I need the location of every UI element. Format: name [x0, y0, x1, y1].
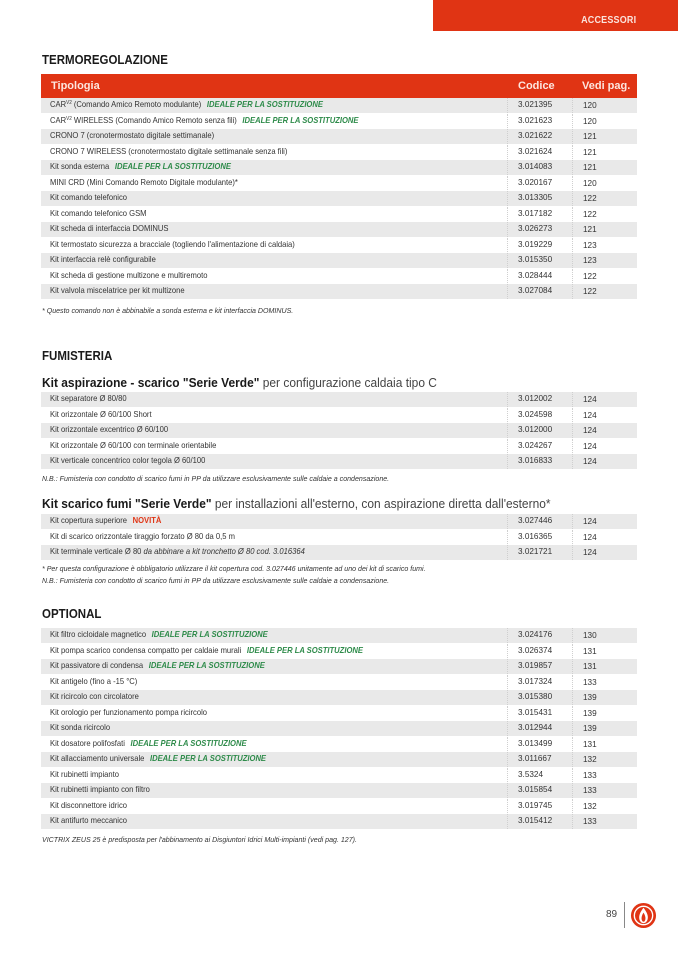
row-description: [50, 739, 247, 748]
table-row: [41, 799, 637, 815]
column-divider: [507, 628, 508, 643]
table-row: [41, 721, 637, 737]
column-divider: [572, 408, 573, 423]
row-description: [50, 209, 147, 218]
row-description: [50, 646, 363, 655]
item-name: Kit pompa scarico condensa compatto per caldaie murali: [50, 645, 242, 655]
table-row: [41, 530, 637, 546]
table-row: [41, 269, 637, 285]
table-row: [41, 238, 637, 254]
item-code: 3.013499: [518, 738, 553, 748]
column-divider: [507, 814, 508, 829]
item-page-ref: 139: [583, 708, 597, 718]
item-code: 3.012944: [518, 723, 553, 732]
column-divider: [572, 176, 573, 191]
item-page-ref: 130: [583, 631, 597, 640]
fumisteria-group2-table: [41, 514, 637, 561]
item-page-ref: 139: [583, 693, 597, 702]
row-description: [50, 630, 268, 639]
column-divider: [572, 644, 573, 659]
column-divider: [507, 675, 508, 690]
row-description: [50, 677, 137, 686]
item-name: Kit filtro cicloidale magnetico: [50, 630, 147, 639]
item-page-ref: 122: [583, 209, 597, 219]
column-divider: [572, 269, 573, 284]
group-title-light: per installazioni all'esterno, con aspirazione diretta dall'esterno*: [211, 496, 551, 511]
item-page-ref: 133: [583, 817, 597, 826]
item-code: 3.028444: [518, 270, 553, 280]
column-divider: [572, 439, 573, 454]
item-code: 3.024598: [518, 409, 553, 419]
column-divider: [507, 145, 508, 160]
column-divider: [572, 737, 573, 752]
column-divider: [507, 284, 508, 299]
column-divider: [507, 160, 508, 175]
item-code: 3.026374: [518, 645, 553, 655]
item-page-ref: 131: [583, 662, 597, 671]
table-row: [41, 768, 637, 784]
table-row: [41, 628, 637, 644]
item-page-ref: 132: [583, 755, 597, 764]
row-description: [50, 394, 127, 403]
optional-table: [41, 628, 637, 830]
item-name: Kit orizzontale Ø 60/100 Short: [50, 409, 152, 419]
table-row: [41, 191, 637, 207]
item-code: 3.026273: [518, 224, 553, 233]
item-name-rest: (Comando Amico Remoto modulante): [71, 100, 202, 109]
column-divider: [572, 238, 573, 253]
item-code: 3.011667: [518, 754, 552, 763]
column-divider: [507, 408, 508, 423]
column-divider: [572, 768, 573, 783]
item-page-ref: 124: [583, 548, 597, 557]
fumisteria-group1-title: [42, 375, 437, 390]
ideal-replacement-badge: IDEALE PER LA SOSTITUZIONE: [206, 100, 323, 109]
column-divider: [572, 659, 573, 674]
item-page-ref: 133: [583, 677, 597, 687]
row-description: [50, 692, 139, 701]
column-divider: [507, 514, 508, 529]
column-divider: [507, 721, 508, 736]
table-row: [41, 454, 637, 470]
column-divider: [507, 238, 508, 253]
column-divider: [572, 799, 573, 814]
column-divider: [507, 545, 508, 560]
row-description: [50, 286, 185, 295]
column-divider: [507, 423, 508, 438]
optional-note: VICTRIX ZEUS 25 è predisposta per l'abbinamento ai Disgiuntori Idrici Multi-impianti (vedi pag. 127).: [42, 835, 357, 844]
flame-logo-icon: [630, 902, 657, 929]
fumisteria-group2-note1: * Per questa configurazione è obbligatorio utilizzare il kit copertura cod. 3.027446 unitamente ad uno dei kit di scarico fumi.: [42, 564, 426, 573]
row-description: [50, 785, 150, 794]
item-name: Kit scheda di gestione multizone e multiremoto: [50, 270, 208, 280]
item-page-ref: 131: [583, 739, 597, 749]
row-description: [50, 532, 235, 541]
table-row: [41, 659, 637, 675]
item-page-ref: 123: [583, 256, 597, 265]
row-description: [50, 178, 238, 187]
item-code: 3.015412: [518, 816, 553, 825]
item-name: Kit interfaccia relè configurabile: [50, 255, 156, 264]
item-code: 3.017324: [518, 676, 553, 686]
item-code: 3.015380: [518, 692, 553, 701]
row-description: [50, 547, 305, 556]
item-name: CRONO 7 (cronotermostato digitale settimanale): [50, 131, 215, 140]
new-badge: NOVITÀ: [132, 516, 162, 525]
fumisteria-group1-table: [41, 392, 637, 470]
item-code: 3.027446: [518, 516, 553, 525]
column-divider: [572, 783, 573, 798]
row-description: [50, 271, 207, 280]
item-code: 3.014083: [518, 162, 553, 171]
item-code: 3.021395: [518, 100, 553, 109]
item-page-ref: 121: [583, 163, 597, 172]
table-row: [41, 207, 637, 223]
item-page-ref: 120: [583, 101, 597, 110]
item-page-ref: 120: [583, 178, 597, 188]
item-name: Kit comando telefonico GSM: [50, 208, 147, 218]
item-name: Kit sonda ricircolo: [50, 723, 111, 732]
column-divider: [507, 207, 508, 222]
table-row: [41, 545, 637, 561]
item-code: 3.021721: [518, 547, 553, 556]
item-name: Kit rubinetti impianto: [50, 769, 119, 779]
item-name: Kit comando telefonico: [50, 193, 128, 202]
item-name: Kit allacciamento universale: [50, 754, 145, 763]
page-number: 89: [606, 909, 618, 920]
item-code: 3.019745: [518, 800, 553, 810]
item-name: MINI CRD (Mini Comando Remoto Digitale modulante)*: [50, 177, 238, 187]
item-name: Kit scheda di interfaccia DOMINUS: [50, 224, 169, 233]
item-code: 3.021622: [518, 131, 553, 140]
column-divider: [572, 392, 573, 407]
table-row: [41, 176, 637, 192]
column-divider: [572, 814, 573, 829]
column-divider: [507, 176, 508, 191]
column-divider: [507, 799, 508, 814]
item-name: Kit separatore Ø 80/80: [50, 394, 127, 403]
termoregolazione-table: [41, 74, 637, 300]
column-header-code: Codice: [518, 80, 555, 92]
table-row: [41, 160, 637, 176]
column-divider: [507, 191, 508, 206]
item-page-ref: 121: [583, 225, 597, 234]
column-divider: [572, 706, 573, 721]
column-divider: [572, 98, 573, 113]
fumisteria-group2-note2: N.B.: Fumisteria con condotto di scarico fumi in PP da utilizzare esclusivamente sulle caldaie a condensazione.: [42, 576, 390, 585]
item-name: CAR: [50, 100, 67, 109]
column-divider: [507, 737, 508, 752]
table-row: [41, 129, 637, 145]
row-description: [50, 255, 156, 264]
section-label: ACCESSORI: [580, 15, 636, 26]
table-row: [41, 145, 637, 161]
item-page-ref: 123: [583, 240, 597, 250]
column-divider: [507, 783, 508, 798]
ideal-replacement-badge: IDEALE PER LA SOSTITUZIONE: [246, 645, 363, 655]
item-code: 3.013305: [518, 193, 553, 202]
table-row: [41, 706, 637, 722]
table-row: [41, 114, 637, 130]
ideal-replacement-badge: IDEALE PER LA SOSTITUZIONE: [149, 754, 267, 763]
table-row: [41, 423, 637, 439]
row-description: [50, 441, 216, 450]
row-description: [50, 754, 266, 763]
item-name: Kit orizzontale Ø 60/100 con terminale orientabile: [50, 440, 217, 450]
row-description: [50, 770, 119, 779]
table-row: [41, 284, 637, 300]
item-name: Kit termostato sicurezza a bracciale (togliendo l'alimentazione di caldaia): [50, 239, 295, 249]
item-name: Kit orologio per funzionamento pompa ricircolo: [50, 707, 208, 717]
row-description: [50, 801, 127, 810]
item-name: Kit disconnettore idrico: [50, 800, 128, 810]
ideal-replacement-badge: IDEALE PER LA SOSTITUZIONE: [114, 162, 231, 171]
column-divider: [507, 690, 508, 705]
row-description: [50, 147, 287, 156]
column-divider: [507, 439, 508, 454]
item-page-ref: 121: [583, 132, 597, 141]
column-divider: [507, 253, 508, 268]
item-name: CAR: [50, 115, 67, 125]
row-description: [50, 193, 127, 202]
item-name: Kit passivatore di condensa: [50, 661, 144, 670]
table-row: [41, 675, 637, 691]
row-description: [50, 708, 207, 717]
fumisteria-title: FUMISTERIA: [42, 349, 113, 363]
column-divider: [572, 690, 573, 705]
item-page-ref: 133: [583, 770, 597, 780]
item-code: 3.016833: [518, 456, 553, 465]
ideal-replacement-badge: IDEALE PER LA SOSTITUZIONE: [151, 630, 268, 639]
item-code: 3.015431: [518, 707, 553, 717]
item-name: Kit di scarico orizzontale tiraggio forzato Ø 80 da 0,5 m: [50, 531, 235, 541]
section-banner: [433, 0, 678, 31]
column-divider: [507, 114, 508, 129]
item-page-ref: 124: [583, 532, 597, 542]
table-row: [41, 644, 637, 660]
column-divider: [507, 644, 508, 659]
item-page-ref: 121: [583, 147, 597, 157]
row-description: [50, 410, 152, 419]
ideal-replacement-badge: IDEALE PER LA SOSTITUZIONE: [242, 115, 359, 125]
column-divider: [507, 269, 508, 284]
table-row: [41, 514, 637, 530]
item-code: 3.012000: [518, 425, 553, 434]
item-name: Kit sonda esterna: [50, 162, 110, 171]
item-name: Kit valvola miscelatrice per kit multizone: [50, 286, 185, 295]
column-divider: [507, 752, 508, 767]
optional-title: OPTIONAL: [42, 607, 102, 621]
column-divider: [572, 253, 573, 268]
column-divider: [572, 207, 573, 222]
column-divider: [507, 454, 508, 469]
column-header-type: Tipologia: [51, 80, 100, 92]
item-note-italic: da abbinare a kit tronchetto Ø 80 cod. 3.016364: [141, 547, 305, 556]
item-code: 3.017182: [518, 208, 553, 218]
item-code: 3.021623: [518, 115, 553, 125]
table-row: [41, 752, 637, 768]
item-page-ref: 124: [583, 441, 597, 451]
table-row: [41, 783, 637, 799]
item-superscript: V2: [66, 115, 72, 122]
item-code: 3.019857: [518, 661, 553, 670]
footer-divider: [624, 902, 625, 928]
column-divider: [572, 530, 573, 545]
column-divider: [507, 392, 508, 407]
ideal-replacement-badge: IDEALE PER LA SOSTITUZIONE: [130, 738, 247, 748]
row-description: [50, 224, 168, 233]
item-code: 3.021624: [518, 146, 553, 156]
item-name: Kit antigelo (fino a -15 °C): [50, 676, 138, 686]
row-description: [50, 116, 358, 125]
table-row: [41, 814, 637, 830]
item-name: Kit verticale concentrico color tegola Ø 60/100: [50, 456, 206, 465]
item-page-ref: 124: [583, 517, 597, 526]
item-code: 3.016365: [518, 531, 553, 541]
item-code: 3.024267: [518, 440, 553, 450]
column-divider: [572, 129, 573, 144]
item-code: 3.020167: [518, 177, 553, 187]
item-page-ref: 122: [583, 287, 597, 296]
column-divider: [572, 752, 573, 767]
fumisteria-group1-note: N.B.: Fumisteria con condotto di scarico fumi in PP da utilizzare esclusivamente sulle caldaie a condensazione.: [42, 474, 390, 483]
group-title-bold: Kit aspirazione - scarico "Serie Verde": [42, 375, 260, 390]
column-divider: [507, 129, 508, 144]
item-name: Kit antifurto meccanico: [50, 816, 128, 825]
row-description: [50, 816, 127, 825]
column-divider: [572, 721, 573, 736]
column-divider: [572, 545, 573, 560]
item-page-ref: 124: [583, 457, 597, 466]
row-description: [50, 240, 295, 249]
column-divider: [572, 675, 573, 690]
table-row: [41, 222, 637, 238]
column-divider: [572, 222, 573, 237]
table-row: [41, 98, 637, 114]
item-code: 3.019229: [518, 239, 553, 249]
item-page-ref: 139: [583, 724, 597, 733]
row-description: [50, 162, 231, 171]
item-name: Kit orizzontale excentrico Ø 60/100: [50, 425, 169, 434]
column-divider: [507, 706, 508, 721]
column-divider: [507, 98, 508, 113]
column-divider: [572, 628, 573, 643]
item-page-ref: 122: [583, 194, 597, 203]
item-name: Kit ricircolo con circolatore: [50, 692, 139, 701]
column-divider: [572, 160, 573, 175]
column-divider: [507, 222, 508, 237]
row-description: [50, 456, 205, 465]
group-title-bold: Kit scarico fumi "Serie Verde": [42, 496, 212, 511]
column-divider: [572, 454, 573, 469]
item-name: Kit rubinetti impianto con filtro: [50, 785, 150, 794]
item-page-ref: 120: [583, 116, 597, 126]
row-description: [50, 661, 265, 670]
table-row: [41, 439, 637, 455]
item-name: CRONO 7 WIRELESS (cronotermostato digitale settimanale senza fili): [50, 146, 288, 156]
item-name: Kit terminale verticale Ø 80: [50, 547, 142, 556]
column-divider: [572, 114, 573, 129]
column-divider: [572, 284, 573, 299]
item-code: 3.015854: [518, 785, 553, 794]
item-code: 3.015350: [518, 255, 553, 264]
item-code: 3.024176: [518, 630, 553, 639]
column-divider: [572, 514, 573, 529]
row-description: [50, 516, 161, 525]
column-header-page: Vedi pag.: [582, 80, 631, 92]
column-divider: [507, 530, 508, 545]
column-divider: [507, 659, 508, 674]
item-page-ref: 132: [583, 801, 597, 811]
ideal-replacement-badge: IDEALE PER LA SOSTITUZIONE: [148, 661, 265, 670]
table-row: [41, 737, 637, 753]
row-description: [50, 723, 110, 732]
item-code: 3.027084: [518, 286, 553, 295]
item-page-ref: 133: [583, 786, 597, 795]
termoregolazione-note: * Questo comando non è abbinabile a sonda esterna e kit interfaccia DOMINUS.: [42, 306, 294, 315]
item-code: 3.5324: [518, 769, 544, 779]
row-description: [50, 100, 323, 109]
table-row: [41, 392, 637, 408]
column-divider: [507, 768, 508, 783]
fumisteria-group2-title: [42, 496, 551, 511]
row-description: [50, 425, 168, 434]
item-name: Kit dosatore polifosfati: [50, 738, 125, 748]
termoregolazione-title: TERMOREGOLAZIONE: [42, 53, 168, 67]
item-code: 3.012002: [518, 394, 553, 403]
table-row: [41, 690, 637, 706]
column-divider: [572, 423, 573, 438]
item-page-ref: 124: [583, 410, 597, 420]
group-title-light: per configurazione caldaia tipo C: [259, 375, 437, 390]
table-header: [41, 74, 637, 98]
item-page-ref: 124: [583, 395, 597, 404]
item-page-ref: 131: [583, 646, 597, 656]
row-description: [50, 131, 214, 140]
table-row: [41, 408, 637, 424]
item-superscript: V2: [66, 100, 72, 106]
column-divider: [572, 191, 573, 206]
item-page-ref: 124: [583, 426, 597, 435]
item-page-ref: 122: [583, 271, 597, 281]
table-row: [41, 253, 637, 269]
column-divider: [572, 145, 573, 160]
item-name: Kit copertura superiore: [50, 516, 128, 525]
item-name-rest: WIRELESS (Comando Amico Remoto senza fili): [71, 115, 237, 125]
